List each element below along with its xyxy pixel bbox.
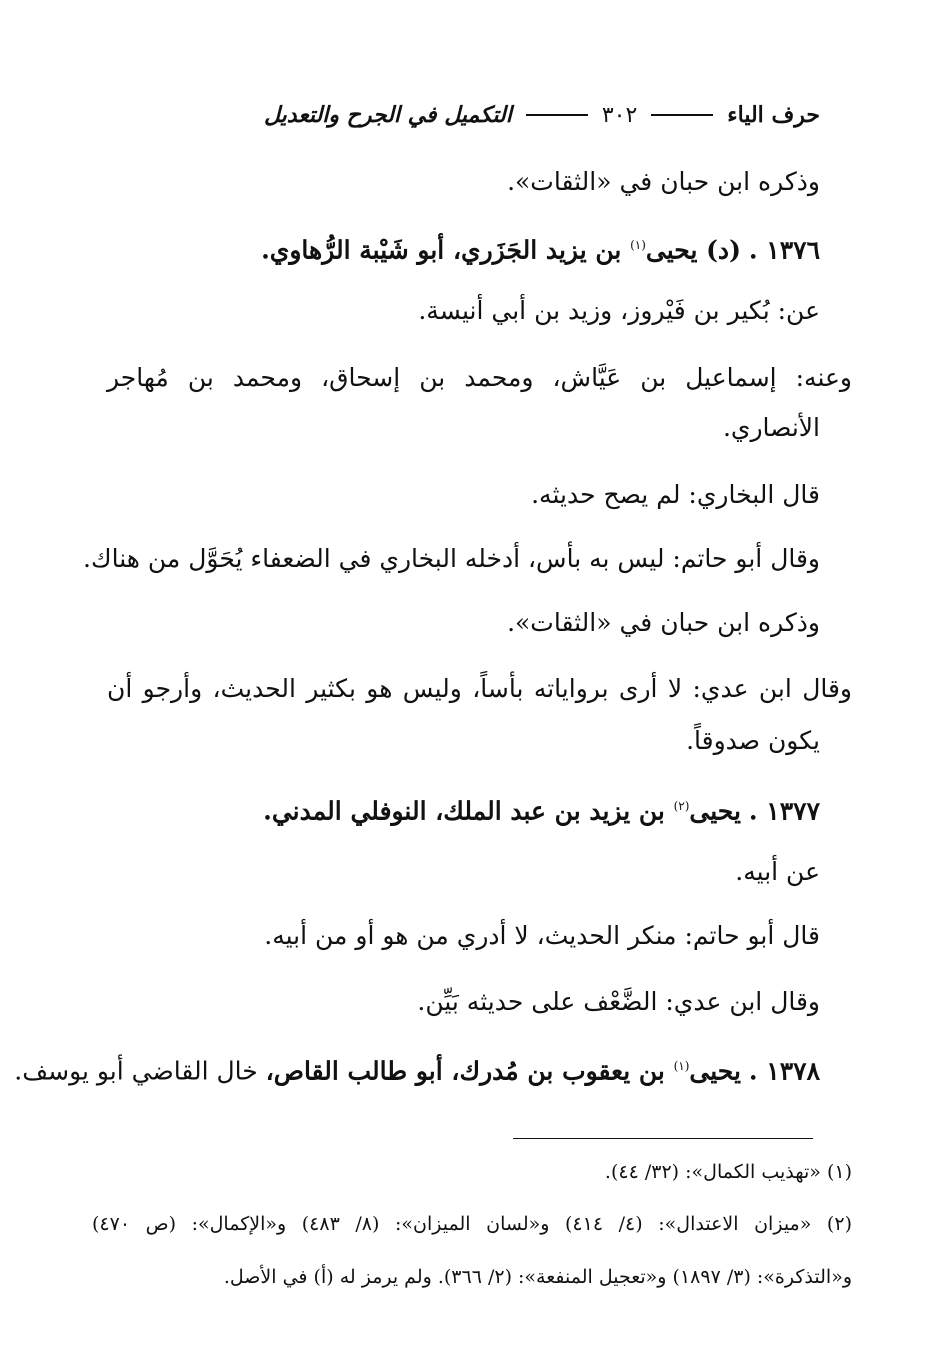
text-line: وقال ابن عدي: الضَّعْف على حديثه بَيِّن. — [417, 987, 820, 1016]
footnote-2-line-1: (٢) «ميزان الاعتدال»: (٤/ ٤١٤) و«لسان الميزان»: (٨/ ٤٨٣) و«الإكمال»: (ص ٤٧٠) — [92, 1213, 852, 1235]
footnote-ref: (١) — [673, 1059, 690, 1073]
running-header — [180, 95, 820, 135]
text-line: قال أبو حاتم: منكر الحديث، لا أدري من هو أو من أبيه. — [264, 921, 820, 950]
entry-name-rest: بن يزيد الجَزَري، أبو شَيْبة الرُّهاوي. — [261, 235, 631, 265]
footnote-2-line-2: و«التذكرة»: (٣/ ١٨٩٧) و«تعجيل المنفعة»: (٢/ ٣٦٦). ولم يرمز له (أ) في الأصل. — [223, 1266, 852, 1288]
text-line: وعنه: إسماعيل بن عَيَّاش، ومحمد بن إسحاق، ومحمد بن مُهاجر — [107, 363, 852, 392]
text-line: قال البخاري: لم يصح حديثه. — [531, 480, 820, 509]
entry-name: يحيى — [689, 796, 741, 826]
footnote-ref: (٢) — [673, 799, 690, 813]
entry-name-rest: بن يزيد بن عبد الملك، النوفلي المدني. — [263, 796, 674, 826]
text-line: وقال أبو حاتم: ليس به بأس، أدخله البخاري في الضعفاء يُحَوَّل من هناك. — [83, 544, 820, 573]
page-number: ٣٠٢ — [601, 102, 638, 128]
footnote-ref: (١) — [630, 238, 646, 252]
entry-name: (د) يحيى — [645, 235, 741, 265]
footnote-1: (١) «تهذيب الكمال»: (٣٢/ ٤٤). — [604, 1161, 852, 1183]
text-line: وذكره ابن حبان في «الثقات». — [507, 167, 820, 196]
entry-name: يحيى — [689, 1056, 741, 1086]
text-line: عن أبيه. — [735, 857, 820, 886]
entry-number: ١٣٧٨ . — [748, 1056, 820, 1086]
text-line: وذكره ابن حبان في «الثقات». — [507, 608, 820, 637]
header-dash-left — [526, 114, 588, 116]
entry-heading-1377 — [90, 789, 820, 828]
header-dash-right — [651, 114, 713, 116]
entry-heading-1376 — [90, 228, 820, 267]
text-line: يكون صدوقاً. — [686, 726, 820, 755]
text-line: الأنصاري. — [722, 413, 820, 442]
book-title: التكميل في الجرح والتعديل — [263, 102, 512, 128]
entry-note: خال القاضي أبو يوسف. — [14, 1056, 266, 1086]
text-line: وقال ابن عدي: لا أرى برواياته بأساً، وليس هو بكثير الحديث، وأرجو أن — [107, 674, 852, 703]
footnote-separator — [513, 1138, 813, 1139]
header-letter-title: حرف الياء — [727, 102, 820, 128]
text-line: عن: بُكير بن فَيْروز، وزيد بن أبي أنيسة. — [418, 296, 820, 325]
entry-name-rest: بن يعقوب بن مُدرك، أبو طالب القاص، — [265, 1056, 674, 1086]
entry-heading-1378 — [14, 1049, 820, 1088]
entry-number: ١٣٧٧ . — [748, 796, 820, 826]
entry-number: ١٣٧٦ . — [748, 235, 820, 265]
